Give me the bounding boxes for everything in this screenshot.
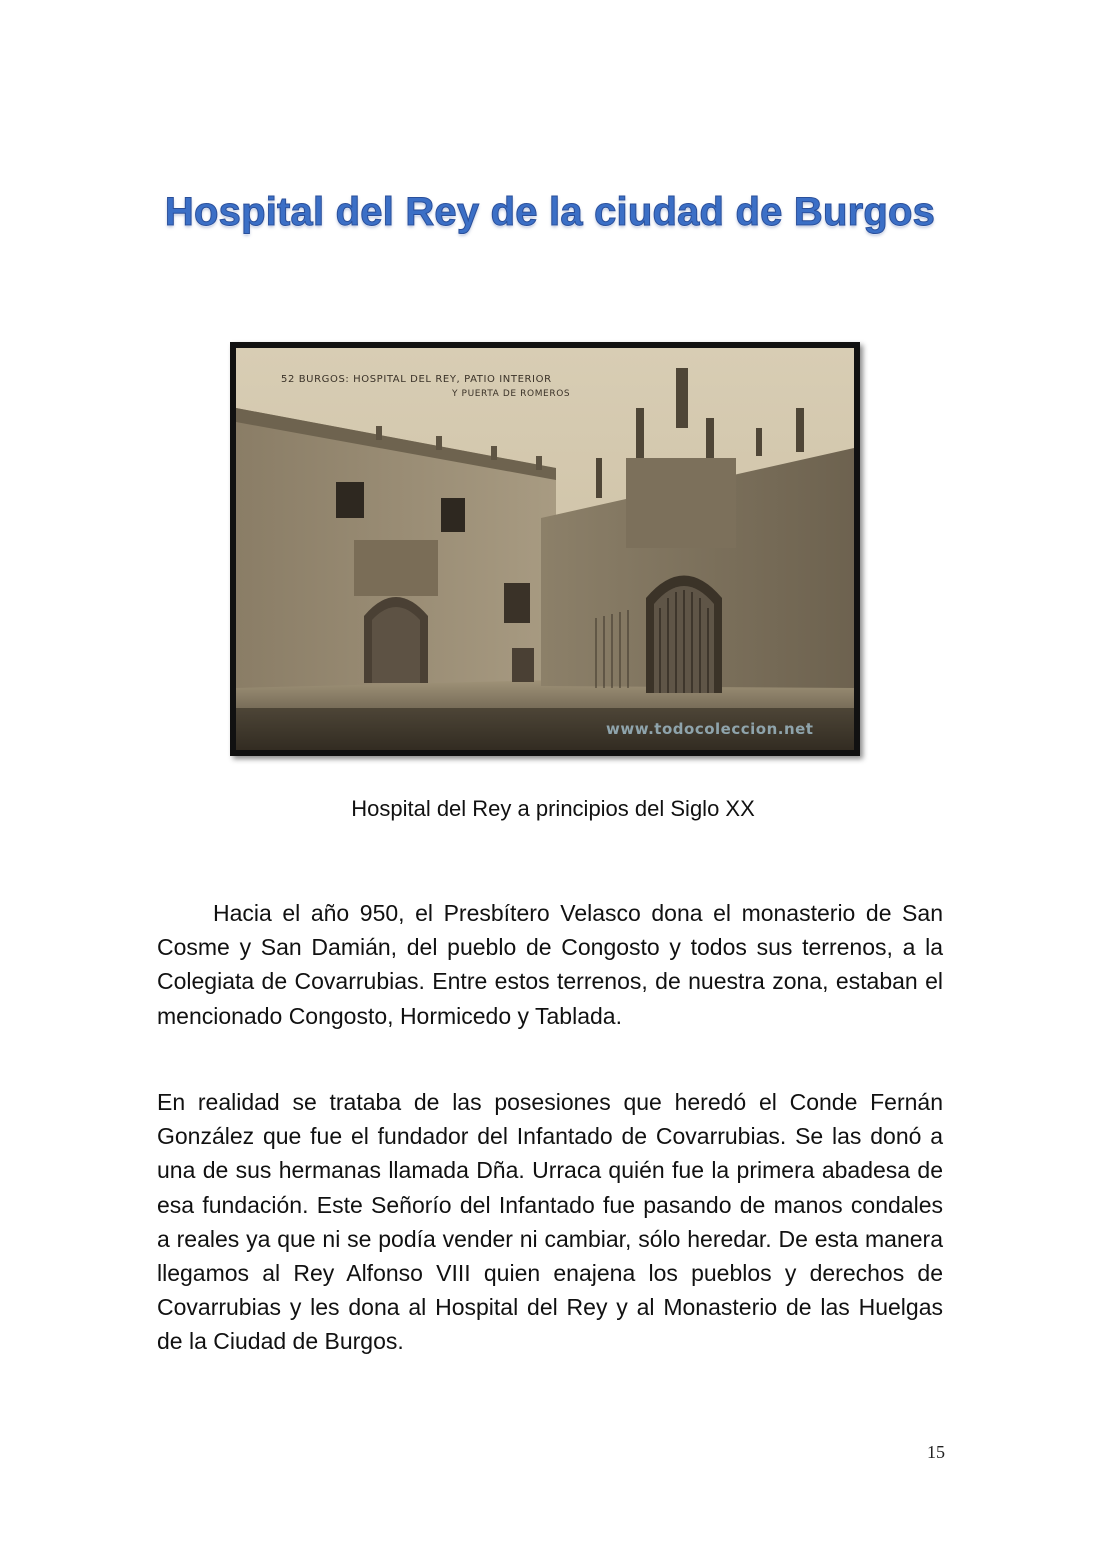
body-paragraph-2: En realidad se trataba de las posesiones que heredó el Conde Fernán González que fue el fundador del Infantado de Covarrubias. Se las donó a una de sus hermanas llamada Dña. Urraca quién fue la primera abadesa de esa fundación. Este Señorío del Infantado fue pasando de manos condales a reales ya que ni se podía vender ni cambiar, sólo heredar. De esta manera llegamos al Rey Alfonso VIII quien enajena los pueblos y derechos de Covarrubias y les dona al Hospital del Rey y al Monasterio de las Huelgas de la Ciudad de Burgos. [157,1089,943,1355]
page-number: 15 [927,1442,945,1462]
watermark: www.todocoleccion.net [606,720,814,738]
historic-postcard-photo [230,342,860,756]
postcard-caption-line1: 52 BURGOS: HOSPITAL DEL REY, PATIO INTERIOR [281,374,552,385]
page-title: Hospital del Rey de la ciudad de Burgos [164,190,936,234]
postcard-illustration [236,348,854,750]
body-paragraph-1: Hacia el año 950, el Presbítero Velasco dona el monasterio de San Cosme y San Damián, del pueblo de Congosto y todos sus terrenos, a la Colegiata de Covarrubias. Entre estos terrenos, de nuestra zona, estaban el mencionado Congosto, Hormicedo y Tablada. [157,900,943,1029]
photo-caption: Hospital del Rey a principios del Siglo XX [351,796,755,821]
postcard-caption-line2: Y PUERTA DE ROMEROS [452,389,571,399]
